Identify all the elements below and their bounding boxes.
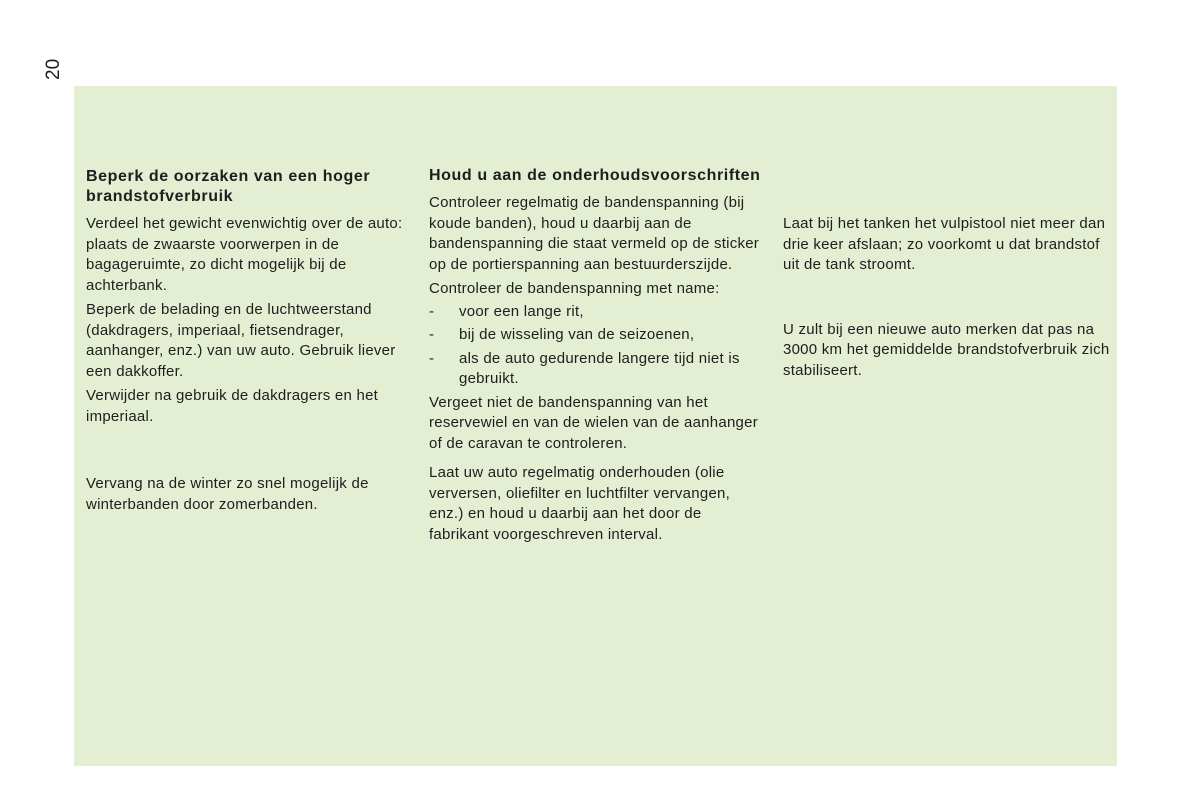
paragraph-load: Beperk de belading en de luchtweerstand (dakdragers, imperiaal, fietsendrager, aanhanger, enz.) van uw auto. Gebruik liever een dakkoffer. — [86, 301, 396, 380]
column-maintenance — [429, 166, 764, 545]
list-item: - bij de wisseling van de seizoenen, — [429, 325, 764, 346]
paragraph-new-car: U zult bij een nieuwe auto merken dat pas na 3000 km het gemiddelde brandstofverbruik zich stabiliseert. — [783, 320, 1110, 379]
dash-marker: - — [429, 349, 435, 367]
paragraph-check-list-intro: Controleer de bandenspanning met name: — [429, 280, 720, 297]
paragraph-tyre-pressure: Controleer regelmatig de bandenspanning (bij koude banden), houd u daarbij aan de bandenspanning die staat vermeld op de sticker op de portierspanning aan bestuurderszijde. — [429, 194, 760, 273]
paragraph-weight: Verdeel het gewicht evenwichtig over de auto: plaats de zwaarste voorwerpen in de bagageruimte, zo dicht mogelijk bij de achterbank. — [86, 215, 403, 294]
paragraph-roof-rack: Verwijder na gebruik de dakdragers en het imperiaal. — [86, 387, 379, 425]
paragraph-spare-wheel: Vergeet niet de bandenspanning van het reservewiel en van de wielen van de aanhanger of de caravan te controleren. — [429, 393, 758, 452]
dash-marker: - — [429, 302, 435, 320]
column-fuel-consumption — [86, 167, 416, 515]
paragraph-refuelling: Laat bij het tanken het vulpistool niet meer dan drie keer afslaan; zo voorkomt u dat brandstof uit de tank stroomt. — [783, 215, 1106, 273]
bullet-list — [429, 302, 764, 390]
list-item: - voor een lange rit, — [429, 302, 764, 323]
section-heading-maintenance: Houd u aan de onderhoudsvoorschriften — [429, 167, 761, 184]
paragraph-winter-tyres: Vervang na de winter zo snel mogelijk de winterbanden door zomerbanden. — [86, 475, 369, 513]
section-heading-fuel: Beperk de oorzaken van een hoger brandstofverbruik — [86, 168, 371, 205]
page-number: 20 — [43, 58, 64, 80]
list-item: - als de auto gedurende langere tijd niet is gebruikt. — [429, 349, 740, 387]
column-refuelling — [783, 214, 1113, 381]
paragraph-service: Laat uw auto regelmatig onderhouden (olie verversen, oliefilter en luchtfilter vervangen, enz.) en houd u daarbij aan het door de fabrikant voorgeschreven interval. — [429, 464, 731, 543]
dash-marker: - — [429, 326, 435, 343]
